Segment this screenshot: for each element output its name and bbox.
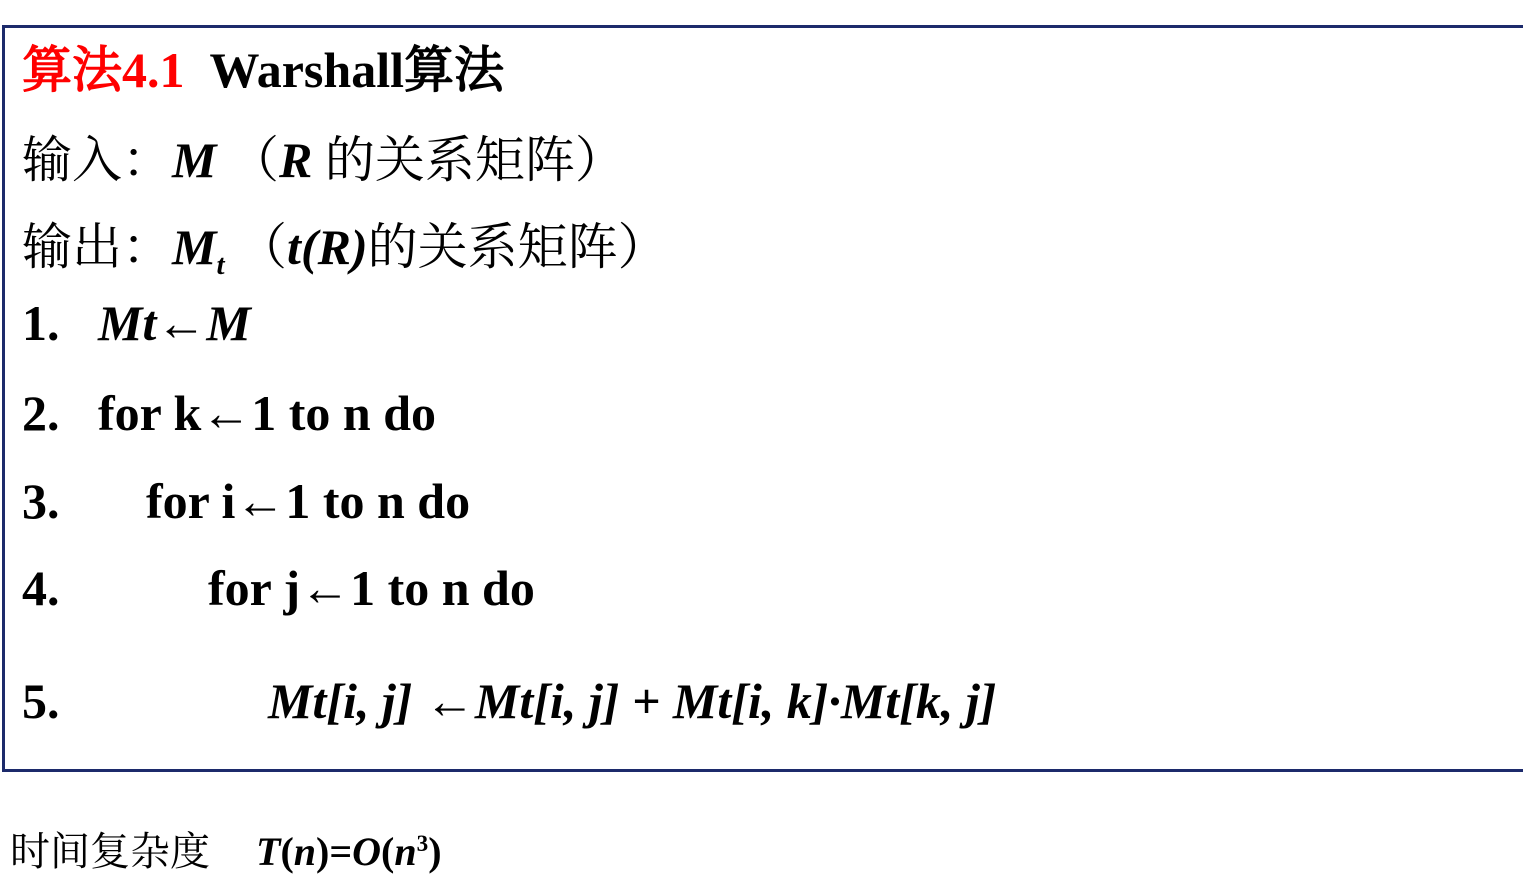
step-text: for j←1 to n do	[208, 560, 535, 616]
input-line	[22, 132, 625, 188]
formula-n: n	[293, 829, 317, 874]
output-desc: 的关系矩阵）	[367, 219, 668, 275]
algorithm-number: 算法4.1	[22, 42, 185, 98]
complexity-label: 时间复杂度	[10, 829, 210, 874]
algorithm-name: Warshall算法	[209, 42, 504, 98]
output-sub: t	[216, 249, 225, 282]
output-t: t	[287, 219, 301, 275]
formula-eq: =	[329, 829, 353, 874]
output-paren: （	[237, 219, 288, 275]
input-R: R	[278, 132, 313, 188]
input-paren: （	[228, 132, 279, 188]
formula-exp: 3	[416, 831, 429, 858]
step-text: for k←1 to n do	[98, 385, 437, 441]
input-label: 输入：	[22, 132, 172, 188]
input-var: M	[172, 132, 217, 188]
formula-T: T	[256, 829, 281, 874]
step-number: 1.	[22, 295, 60, 351]
step-5	[22, 673, 997, 729]
output-label: 输出：	[22, 219, 172, 275]
step-number: 3.	[22, 473, 60, 529]
step-1	[22, 295, 251, 351]
step-text: Mt←M	[98, 295, 251, 351]
step-2	[22, 385, 437, 441]
step-text: for i←1 to n do	[146, 473, 471, 529]
step-number: 4.	[22, 560, 60, 616]
algorithm-title	[22, 42, 504, 98]
step-text: Mt[i, j] ←Mt[i, j] + Mt[i, k]·Mt[k, j]	[268, 673, 997, 729]
step-4	[22, 560, 535, 616]
complexity-formula: $T(n)=O(n^3)$	[256, 829, 442, 874]
step-number: 5.	[22, 673, 60, 729]
step-number: 2.	[22, 385, 60, 441]
step-3	[22, 473, 471, 529]
formula-O: O	[352, 829, 382, 874]
output-var: M	[172, 219, 217, 275]
output-R: (R)	[300, 219, 368, 275]
input-desc: 的关系矩阵）	[324, 132, 625, 188]
output-line	[22, 219, 668, 282]
complexity-line	[10, 829, 442, 874]
